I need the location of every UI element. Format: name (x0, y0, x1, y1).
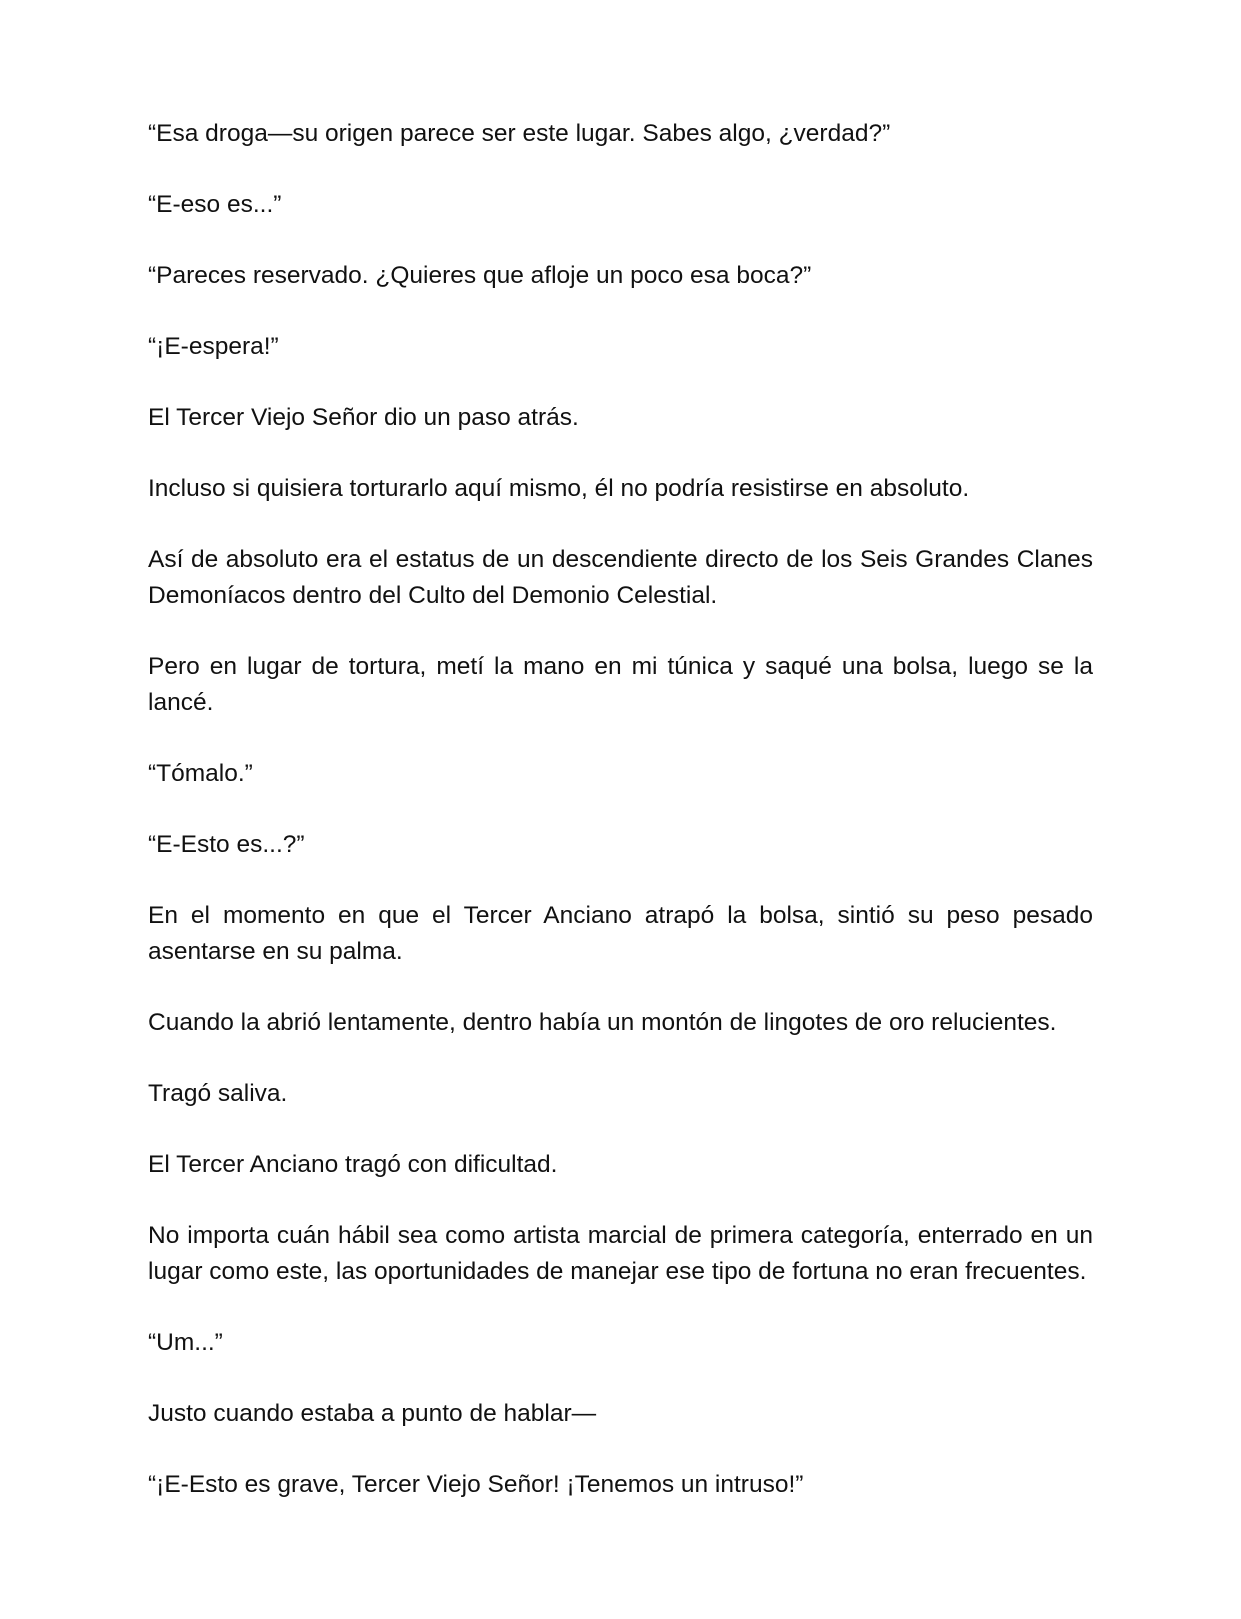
paragraph: “¡E-espera!” (148, 333, 279, 360)
paragraph: “¡E-Esto es grave, Tercer Viejo Señor! ¡Tenemos un intruso!” (148, 1471, 804, 1498)
paragraph: “Tómalo.” (148, 760, 253, 787)
paragraph: “Um...” (148, 1329, 223, 1356)
paragraph: El Tercer Anciano tragó con dificultad. (148, 1151, 558, 1178)
paragraph: “Esa droga—su origen parece ser este lugar. Sabes algo, ¿verdad?” (148, 120, 891, 147)
paragraph: Tragó saliva. (148, 1080, 288, 1107)
paragraph: Así de absoluto era el estatus de un descendiente directo de los Seis Grandes Clanes Demoníacos dentro del Culto del Demonio Celestial. (148, 546, 1093, 609)
paragraph: En el momento en que el Tercer Anciano atrapó la bolsa, sintió su peso pesado asentarse en su palma. (148, 902, 1093, 965)
paragraph: “E-Esto es...?” (148, 831, 305, 858)
paragraph: Incluso si quisiera torturarlo aquí mismo, él no podría resistirse en absoluto. (148, 475, 970, 502)
paragraph: No importa cuán hábil sea como artista marcial de primera categoría, enterrado en un lugar como este, las oportunidades de manejar ese tipo de fortuna no eran frecuentes. (148, 1222, 1093, 1285)
paragraph: Pero en lugar de tortura, metí la mano en mi túnica y saqué una bolsa, luego se la lancé. (148, 653, 1093, 716)
paragraph: “Pareces reservado. ¿Quieres que afloje un poco esa boca?” (148, 262, 812, 289)
paragraph: Justo cuando estaba a punto de hablar— (148, 1400, 597, 1427)
paragraph: “E-eso es...” (148, 191, 282, 218)
document-page (148, 116, 1093, 1538)
paragraph: Cuando la abrió lentamente, dentro había un montón de lingotes de oro relucientes. (148, 1009, 1057, 1036)
paragraph: El Tercer Viejo Señor dio un paso atrás. (148, 404, 579, 431)
